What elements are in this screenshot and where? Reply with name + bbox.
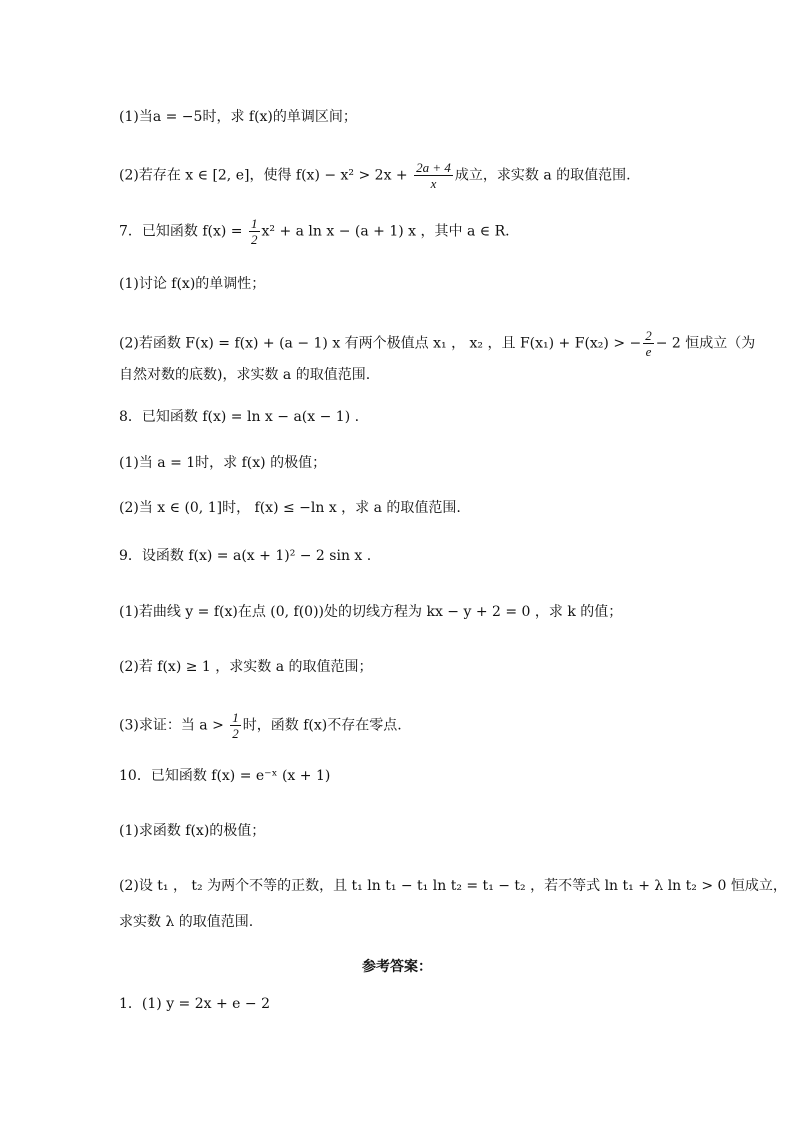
fraction-denominator: 2: [232, 726, 239, 741]
q10-part1: (1)求函数 f(x)的极值；: [119, 823, 266, 839]
answers-heading: 参考答案：: [362, 959, 432, 975]
fraction-numerator: 1: [251, 216, 258, 231]
fraction-numerator: 1: [232, 710, 239, 725]
fraction-denominator: e: [645, 344, 652, 359]
q10-part2-continued: 求实数 λ 的取值范围.: [119, 914, 254, 930]
q9-part3-text-end: 时，函数 f(x)不存在零点.: [242, 717, 402, 734]
q7-part2: [119, 328, 755, 359]
q10-stem: 10．已知函数 f(x) = e⁻ˣ (x + 1): [119, 768, 331, 784]
q7-part2-continued: 自然对数的底数)，求实数 a 的取值范围.: [119, 367, 371, 383]
q9-part3-text: (3)求证：当 a >: [119, 717, 229, 734]
q7-stem-text-end: x² + a ln x − (a + 1) x ，其中 a ∈ R.: [261, 223, 510, 240]
q9-stem: 9．设函数 f(x) = a(x + 1)² − 2 sin x .: [119, 548, 372, 564]
q9-part1: (1)若曲线 y = f(x)在点 (0, f(0))处的切线方程为 kx − y + 2 = 0 ，求 k 的值；: [119, 604, 623, 620]
answer-1: 1．(1) y = 2x + e − 2: [119, 996, 270, 1012]
q7-part1: (1)讨论 f(x)的单调性；: [119, 276, 266, 292]
q7-part2-text-end: − 2 恒成立（为: [655, 335, 756, 352]
fraction-numerator: 2a + 4: [416, 160, 451, 175]
q7-stem: [119, 216, 510, 247]
q6-part2: [119, 160, 631, 191]
q9-part3: [119, 710, 402, 741]
q8-stem: 8．已知函数 f(x) = ln x − a(x − 1) .: [119, 409, 360, 425]
fraction-denominator: 2: [251, 232, 258, 247]
fraction-numerator: 2: [645, 328, 652, 343]
q6-part2-text: (2)若存在 x ∈ [2, e]，使得 f(x) − x² > 2x +: [119, 167, 413, 184]
fraction-denominator: x: [430, 176, 437, 191]
q7-part2-text: (2)若函数 F(x) = f(x) + (a − 1) x 有两个极值点 x₁ ， x₂ ，且 F(x₁) + F(x₂) > −: [119, 335, 642, 352]
q9-part2: (2)若 f(x) ≥ 1 ，求实数 a 的取值范围；: [119, 659, 373, 675]
q7-stem-text: 7．已知函数 f(x) =: [119, 223, 247, 240]
q9-part3-fraction: [230, 710, 241, 741]
q6-part2-fraction: [414, 160, 453, 191]
q6-part1: (1)当a = −5时，求 f(x)的单调区间；: [119, 109, 357, 125]
q6-part2-text-end: 成立，求实数 a 的取值范围.: [454, 167, 631, 184]
q7-stem-fraction: [249, 216, 260, 247]
q8-part1: (1)当 a = 1时，求 f(x) 的极值；: [119, 455, 327, 471]
q10-part2: (2)设 t₁ ， t₂ 为两个不等的正数，且 t₁ ln t₁ − t₁ ln t₂ = t₁ − t₂ ，若不等式 ln t₁ + λ ln t₂ > 0 恒成立，: [119, 878, 787, 894]
q8-part2: (2)当 x ∈ (0, 1]时， f(x) ≤ −ln x ，求 a 的取值范围.: [119, 500, 461, 516]
q7-part2-fraction: [643, 328, 654, 359]
